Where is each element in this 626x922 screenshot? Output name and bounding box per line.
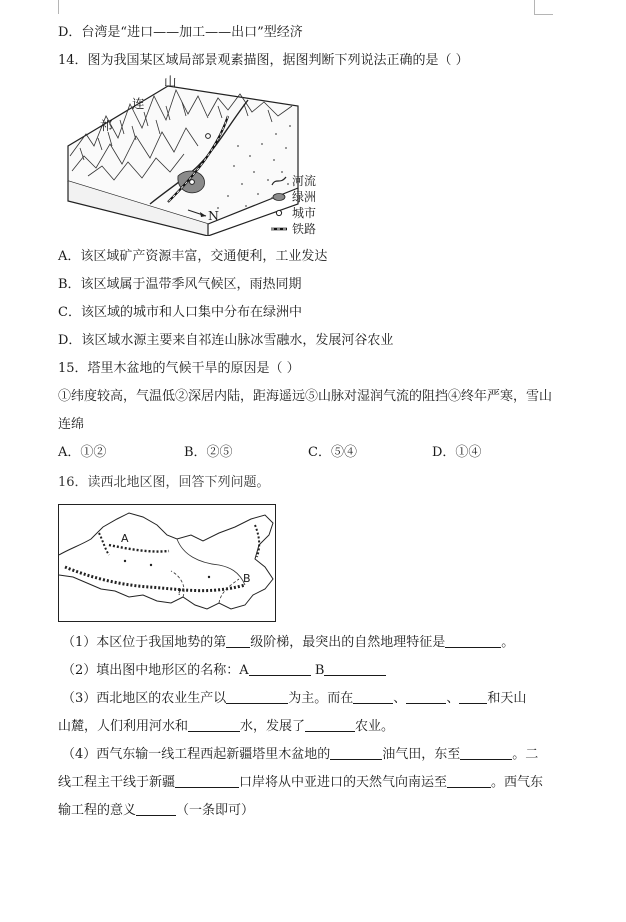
q14-option-b: B．该区域属于温带季风气候区，雨热同期 [58,277,302,292]
q16-part3-sep-1: 、 [393,691,407,706]
q16-part3-sep-2: 、 [446,691,460,706]
crop-mark-left [58,0,59,14]
northwest-map-drawing [59,505,275,621]
northwest-region-map [58,504,276,622]
q16-part1-blank-1[interactable] [226,635,250,648]
q16-part3-text-f: 农业。 [355,719,395,734]
q16-part4-text-h: （一条即可） [176,803,255,818]
q14-stem: 14．图为我国某区域局部景观素描图，据图判断下列说法正确的是（ ） [58,53,469,68]
q15-reasons-line2: 连绵 [58,417,85,432]
q16-part2 [62,662,386,680]
q16-part4-blank-5[interactable] [136,803,176,816]
q16-part1-text-a: （1）本区位于我国地势的第 [62,635,227,650]
map-label-a: A [121,532,129,545]
q16-part4-text-c: 。二 [512,747,539,762]
q16-part4-line3 [58,802,254,820]
legend-city [270,204,316,221]
q16-part3-blank-6[interactable] [305,719,355,732]
q16-part4-text-f: 。西气东 [491,775,544,790]
q16-part3-text-a: （3）西北地区的农业生产以 [62,691,227,706]
q14-option-c: C．该区域的城市和人口集中分布在绿洲中 [58,305,302,320]
q16-part3-line2 [58,718,394,736]
q16-part2-blank-b[interactable] [324,663,386,676]
q16-part3-blank-1[interactable] [226,691,288,704]
legend-river-label: 河流 [292,174,317,188]
svg-text:?: ? [177,588,182,598]
q16-part3-text-e: 水，发展了 [240,719,306,734]
q16-part2-text-a: （2）填出图中地形区的名称：A [62,663,249,678]
mountain-label-qi: 祁 [100,118,113,133]
q15-stem: 15．塔里木盆地的气候干旱的原因是（ ） [58,361,300,376]
q16-part4-text-d: 线工程主干线于新疆 [58,775,176,790]
legend-railway [270,220,316,237]
q15-reasons-line1: ①纬度较高，气温低②深居内陆，距海遥远⑤山脉对湿润气流的阻挡④终年严寒，雪山 [58,389,553,404]
q16-part4-text-b: 油气田，东至 [382,747,461,762]
q14-option-d: D．该区域水源主要来自祁连山脉冰雪融水，发展河谷农业 [58,333,394,348]
railway-icon [270,223,288,235]
q16-part3-blank-4[interactable] [459,691,487,704]
q16-part4-line2 [58,774,543,792]
q16-part4-text-g: 输工程的意义 [58,803,137,818]
map-label-b: B [243,572,251,585]
q16-part3-line1 [62,690,526,708]
q16-part1-text-b: 级阶梯，最突出的自然地理特征是 [250,635,446,650]
city-icon [270,207,288,219]
q16-part3-blank-5[interactable] [188,719,240,732]
q16-part4-blank-2[interactable] [460,747,512,760]
legend-river [270,172,316,189]
q16-part3-text-c: 和天山 [487,691,527,706]
legend-oasis [270,188,316,205]
oasis-icon [270,191,288,203]
q16-part1-text-c: 。 [501,635,515,650]
q16-part3-text-b: 为主。而在 [288,691,354,706]
q16-part4-line1 [62,746,538,764]
q16-part3-blank-3[interactable] [406,691,446,704]
river-icon [270,175,288,187]
legend-city-label: 城市 [292,206,317,220]
q15-option-b: B．②⑤ [184,445,233,460]
q16-part2-blank-a[interactable] [249,663,311,676]
q16-part2-text-b: B [314,663,325,678]
q15-option-d: D．①④ [432,445,482,460]
q16-part1-blank-2[interactable] [445,635,501,648]
q16-part4-text-a: （4）西气东输一线工程西起新疆塔里木盆地的 [62,747,331,762]
crop-mark-right [534,0,553,15]
q16-part4-blank-4[interactable] [447,775,491,788]
legend-railway-label: 铁路 [292,222,317,236]
q14-option-a: A．该区域矿产资源丰富，交通便利，工业发达 [58,249,328,264]
q16-part1 [62,634,514,652]
q15-option-c: C．⑤④ [308,445,357,460]
q16-part4-blank-1[interactable] [330,747,382,760]
mountain-label-lian: 连 [132,96,145,111]
legend-oasis-label: 绿洲 [292,190,317,204]
q13-option-d: D．台湾是“进口——加工——出口”型经济 [58,25,303,40]
north-label: N [208,208,219,223]
q16-part4-text-e: 口岸将从中亚进口的天然气向南运至 [239,775,448,790]
mountain-label-shan: 山 [164,74,177,89]
q16-part3-text-d: 山麓，人们利用河水和 [58,719,189,734]
q15-option-a: A．①② [58,445,107,460]
q16-part4-blank-3[interactable] [175,775,239,788]
q16-part3-blank-2[interactable] [353,691,393,704]
q16-stem: 16．读西北地区图，回答下列问题。 [58,475,270,490]
